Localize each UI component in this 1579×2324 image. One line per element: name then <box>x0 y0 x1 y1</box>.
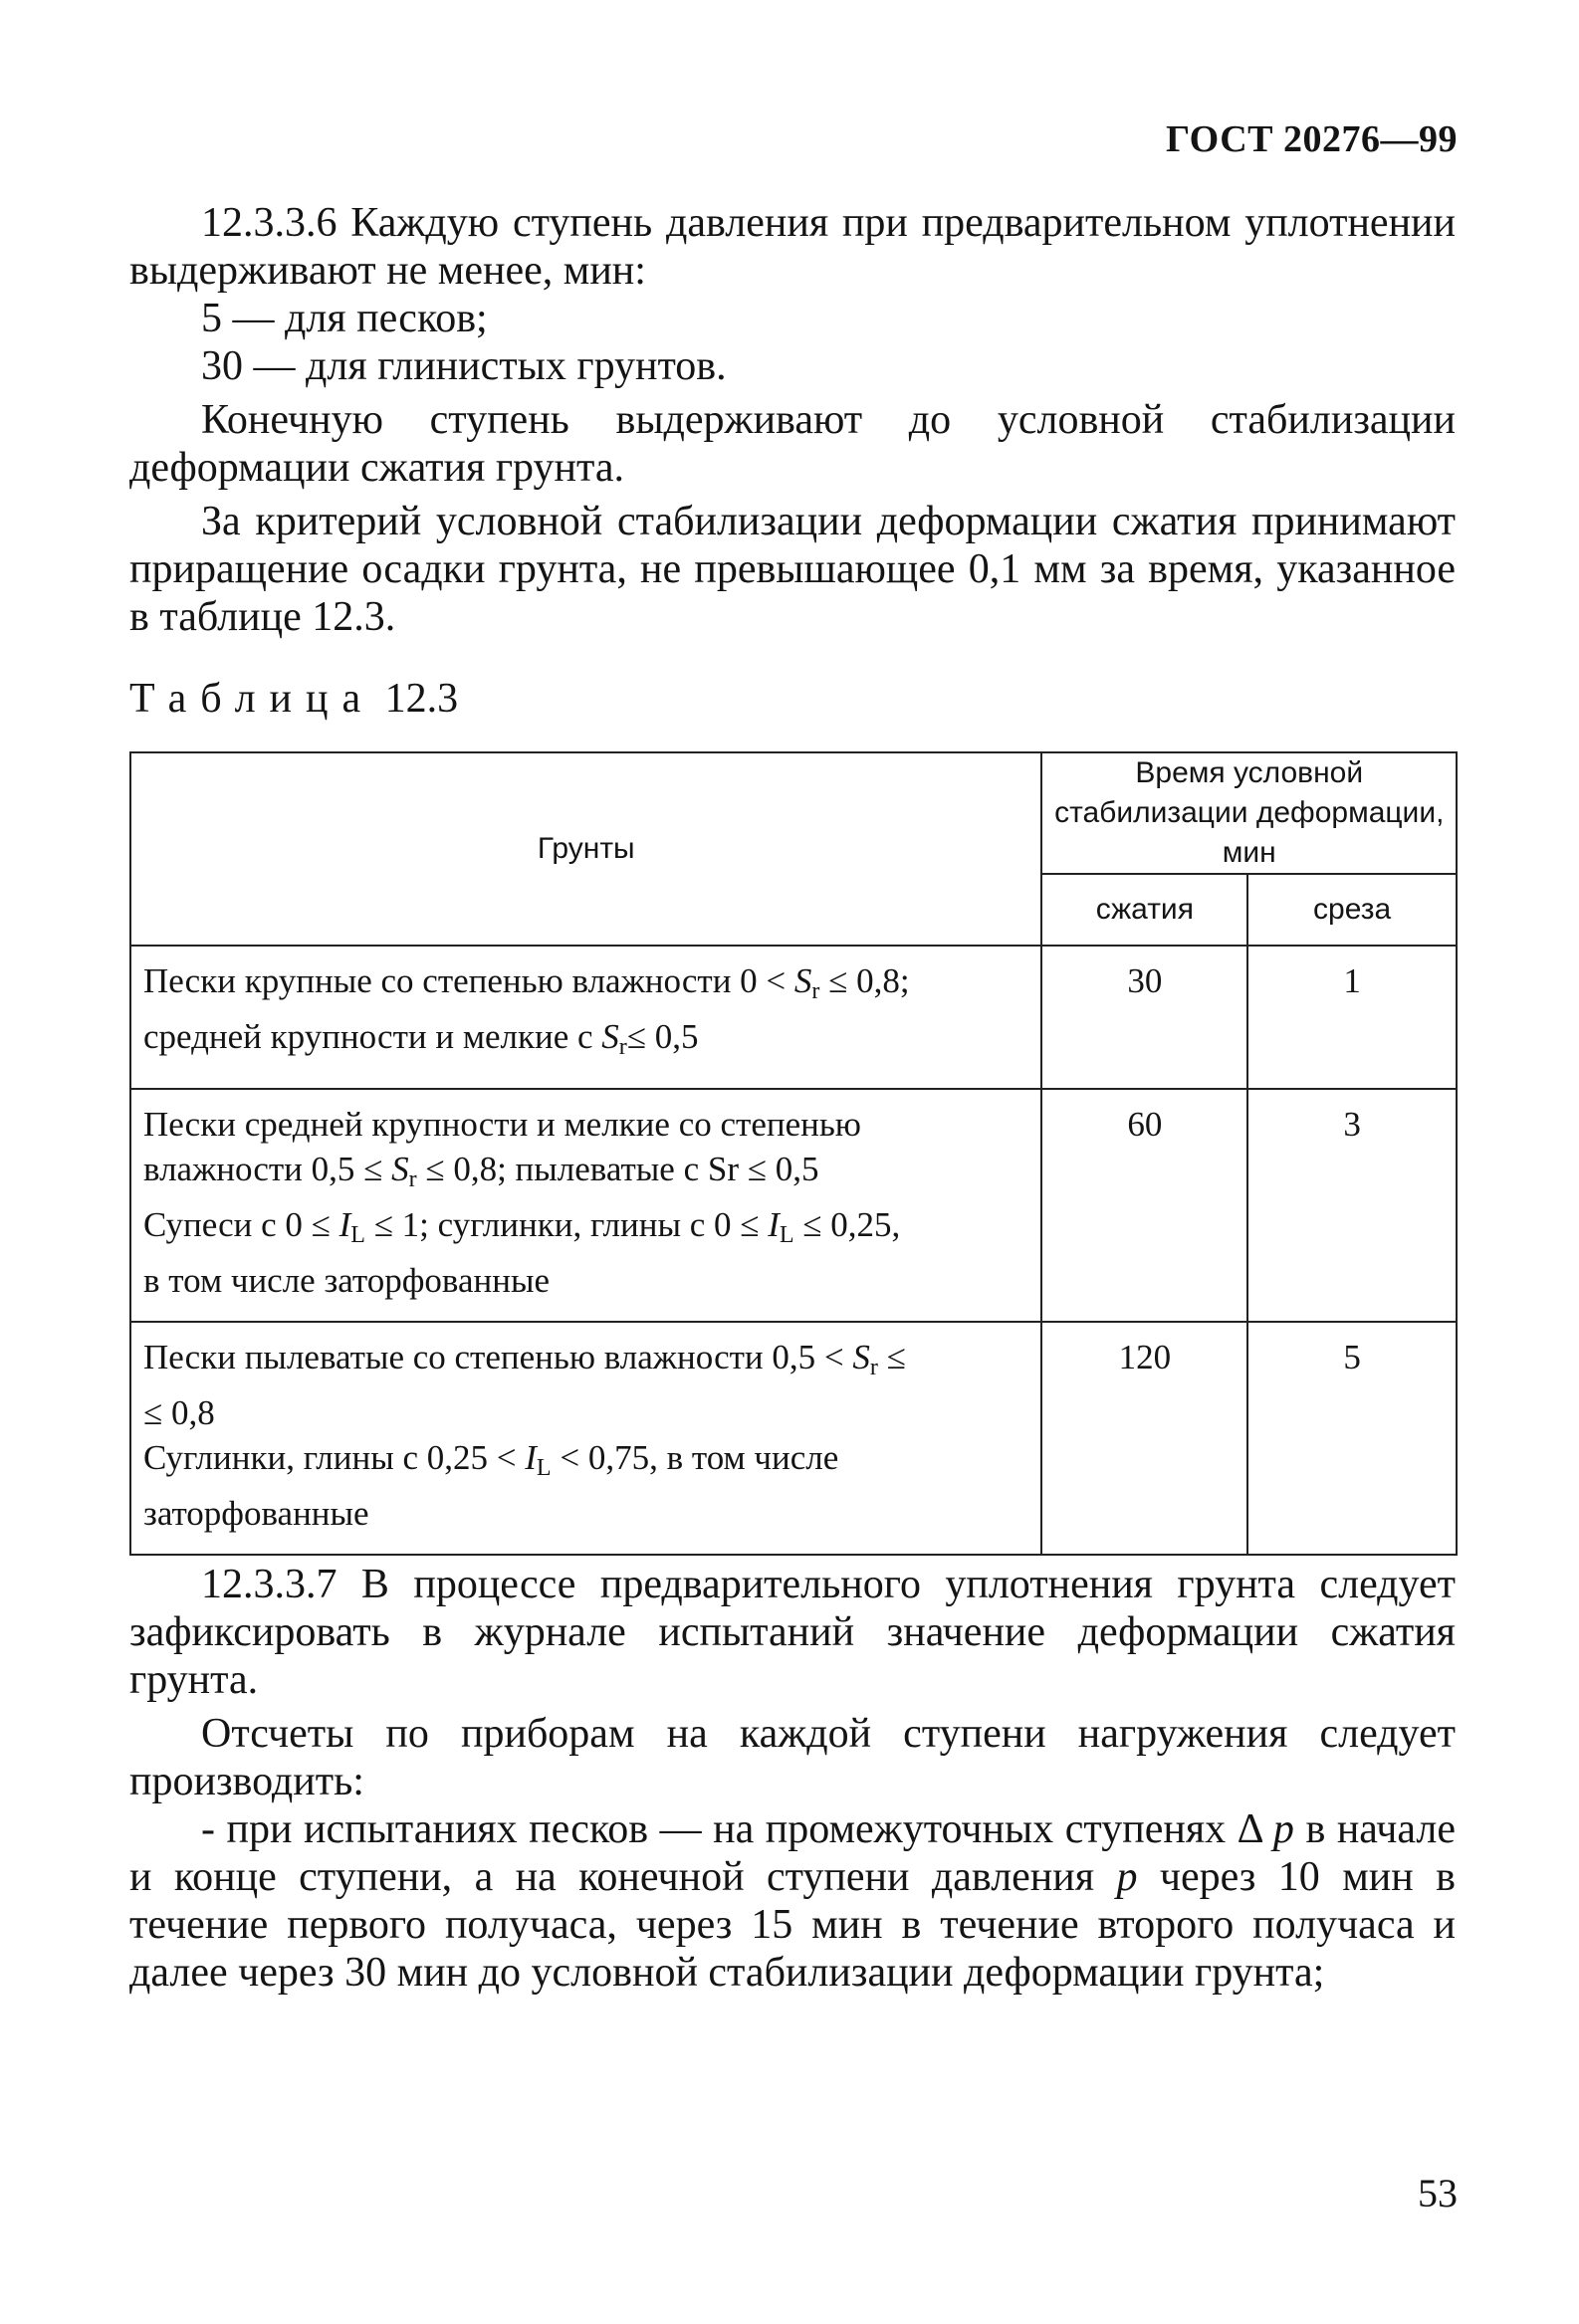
shear-time-cell: 3 <box>1247 1089 1457 1322</box>
table-caption-number: 12.3 <box>384 676 459 722</box>
table-row <box>130 1089 1457 1322</box>
paragraph-final-step: Конечную ступень выдерживают до условной стабилизации деформации сжатия грунта. <box>129 397 1456 491</box>
compression-time-cell: 60 <box>1041 1089 1247 1322</box>
paragraph-sand-tests: - при испытаниях песков — на промежуточных ступенях Δ p в начале и конце ступени, а на конечной ступени давления p через 10 мин в течение первого получаса, через 15 мин в течение второго получаса и далее через 30 мин до условной стабилизации деформации грунта; <box>129 1806 1456 1996</box>
paragraph-criterion: За критерий условной стабилизации деформации сжатия принимают приращение осадки грунта, не превышающее 0,1 мм за время, указанное в таблице 12.3. <box>129 499 1456 640</box>
table-row <box>130 946 1457 1089</box>
paragraph-12-3-3-7: 12.3.3.7 В процессе предварительного уплотнения грунта следует зафиксировать в журнале испытаний значение деформации сжатия грунта. <box>129 1562 1456 1703</box>
shear-time-cell: 5 <box>1247 1322 1457 1555</box>
soil-cell: Пески пылеватые со степенью влажности $0,5 < S_r$ ≤ ≤ 0,8 Суглинки, глины с $0,25 < I_L < 0,75$, в том числе заторфованные <box>130 1322 1041 1555</box>
soil-cell: Пески средней крупности и мелкие со степенью влажности $0,5 \le S_r \le 0,8$; пылеватые с Sr ≤ 0,5 Супеси с $0 \le I_L \le 1$; суглинки, глины с $0 \le I_L \le 0,25$, в том числе заторфованные <box>130 1089 1041 1322</box>
stabilization-time-table <box>129 751 1458 1556</box>
table-caption <box>129 675 458 723</box>
header-soils: Грунты <box>130 752 1041 946</box>
bottom-text-block <box>129 1561 1456 1997</box>
list-item-sands: 5 — для песков; <box>201 296 488 341</box>
soil-cell: Пески крупные со степенью влажности $0 < S_r \le 0,8$; средней крупности и мелкие с $S_r\le 0,5$ <box>130 946 1041 1089</box>
paragraph-readings: Отсчеты по приборам на каждой ступени нагружения следует производить: <box>129 1711 1456 1804</box>
top-text-block <box>129 199 1456 641</box>
header-compression: сжатия <box>1041 874 1247 946</box>
paragraph-12-3-3-6: 12.3.3.6 Каждую ступень давления при предварительном уплотнении выдерживают не менее, мин: <box>129 200 1456 294</box>
header-stabilization-time: Время условной стабилизации деформации, мин <box>1041 752 1457 874</box>
list-item-clays: 30 — для глинистых грунтов. <box>201 343 727 389</box>
table-row <box>130 1322 1457 1555</box>
compression-time-cell: 120 <box>1041 1322 1247 1555</box>
compression-time-cell: 30 <box>1041 946 1247 1089</box>
shear-time-cell: 1 <box>1247 946 1457 1089</box>
document-code: ГОСТ 20276—99 <box>1165 118 1458 160</box>
header-shear: среза <box>1247 874 1457 946</box>
page-number: 53 <box>1418 2171 1458 2216</box>
table-caption-word: Таблица <box>129 676 375 722</box>
